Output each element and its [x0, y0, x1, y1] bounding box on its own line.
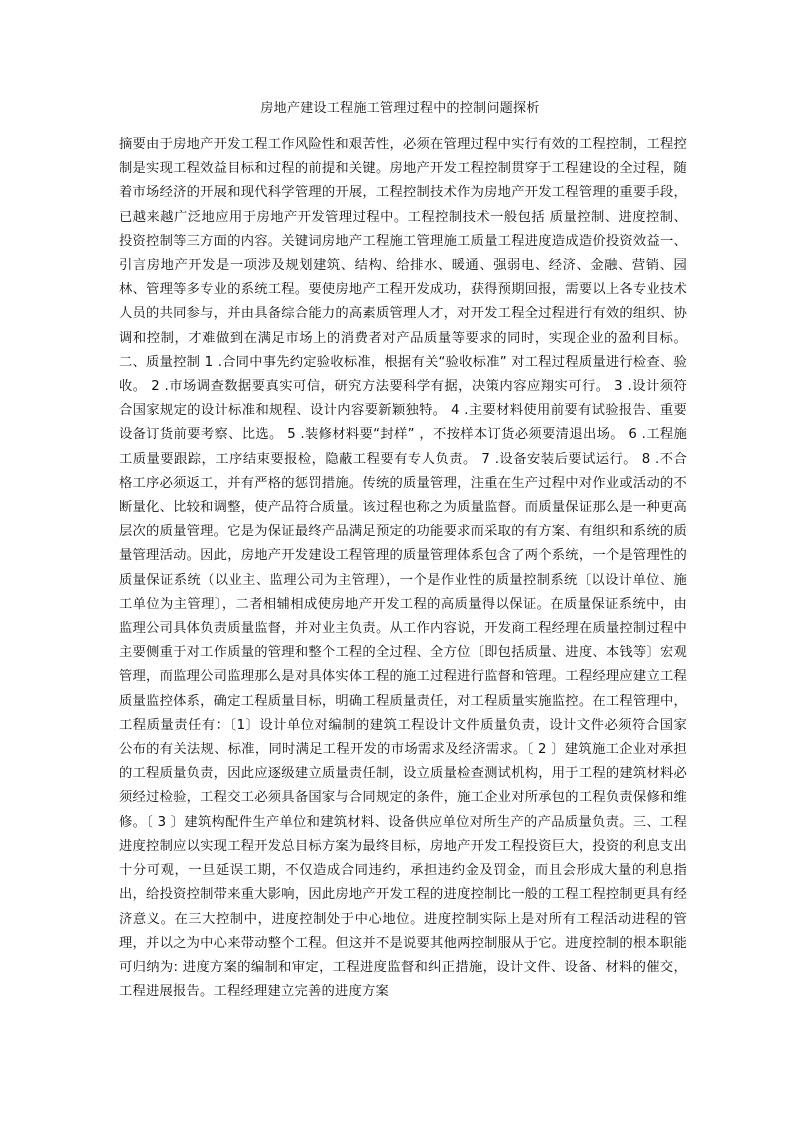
document-title: 房地产建设工程施工管理过程中的控制问题探析: [260, 101, 540, 116]
document-body: 摘要由于房地产开发工程工作风险性和艰苦性，必须在管理过程中实行有效的工程控制，工程控制是实现工程效益目标和过程的前提和关键。房地产开发工程控制贯穿于工程建设的全过程，随着市场经济的开展和现代科学管理的开展，工程控制技术作为房地产开发工程管理的重要手段，已越来越广泛地应用于房地产开发管理过程中。工程控制技术一般包括 质量控制、进度控制、投资控制等三方面的内容。关键词房地产工程施工管理施工质量工程进度造成造价投资效益一、引言房地产开发是一项涉及规划建筑、结构、给排水、暖通、强弱电、经济、金融、营销、园林、管理等多专业的系统工程。要使房地产工程开发成功，获得预期回报，需要以上各专业技术人员的共同参与，并由具备综合能力的高素质管理人才，对开发工程全过程进行有效的组织、协调和控制，才难做到在满足市场上的消费者对产品质量等要求的同时，实现企业的盈利目标。二、质量控制 1 .合同中事先约定验收标准，根据有关“验收标准” 对工程过程质量进行检查、验收。 2 .市场调查数据要真实可信，研究方法要科学有据，决策内容应翔实可行。 3 .设计须符合国家规定的设计标准和规程、设计内容要新颖独特。 4 .主要材料使用前要有试验报告、重要设备订货前要考察、比选。 5 .装修材料要“封样” ，不按样本订货必须要清退出场。 6 .工程施工质量要跟踪，工序结束要报检，隐蔽工程要有专人负责。 7 .设备安装后要试运行。 8 .不合格工序必须返工，并有严格的惩罚措施。传统的质量管理，注重在生产过程中对作业或活动的不断量化、比较和调整，使产品符合质量。该过程也称之为质量监督。而质量保证那么是一种更高层次的质量管理。它是为保证最终产品满足预定的功能要求而采取的有方案、有组织和系统的质量管理活动。因此，房地产开发建设工程管理的质量管理体系包含了两个系统，一个是管理性的质量保证系统（以业主、监理公司为主管理），一个是作业性的质量控制系统〔以设计单位、施工单位为主管理〕，二者相辅相成使房地产开发工程的高质量得以保证。在质量保证系统中，由监理公司具体负责质量监督，并对业主负责。从工作内容说，开发商工程经理在质量控制过程中主要侧重于对工作质量的管理和整个工程的全过程、全方位〔即包括质量、进度、本钱等〕宏观管理，而监理公司监理那么是对具体实体工程的施工过程进行监督和管理。工程经理应建立工程质量监控体系，确定工程质量目标，明确工程质量责任，对工程质量实施监控。在工程管理中，工程质量责任有：〔1〕设计单位对编制的建筑工程设计文件质量负责，设计文件必须符合国家公布的有关法规、标准，同时满足工程开发的市场需求及经济需求。〔 2 〕建筑施工企业对承担的工程质量负责，因此应逐级建立质量责任制，设立质量检查测试机构，用于工程的建筑材料必须经过检验，工程交工必须具备国家与合同规定的条件，施工企业对所承包的工程负责保修和维修。〔 3 〕建筑构配件生产单位和建筑材料、设备供应单位对所生产的产品质量负责。三、工程进度控制应以实现工程开发总目标方案为最终目标，房地产开发工程投资巨大，投资的利息支出十分可观，一旦延误工期，不仅造成合同违约，承担违约金及罚金，而且会形成大量的利息指出，给投资控制带来重大影响，因此房地产开发工程的进度控制比一般的工程工程控制更具有经济意义。在三大控制中，进度控制处于中心地位。进度控制实际上是对所有工程活动进程的管理，并以之为中心来带动整个工程。但这并不是说要其他两控制服从于它。进度控制的根本职能可归纳为: 进度方案的编制和审定，工程进度监督和纠正措施，设计文件、设备、材料的催交，工程进展报告。工程经理建立完善的进度方案: [119, 137, 687, 1000]
